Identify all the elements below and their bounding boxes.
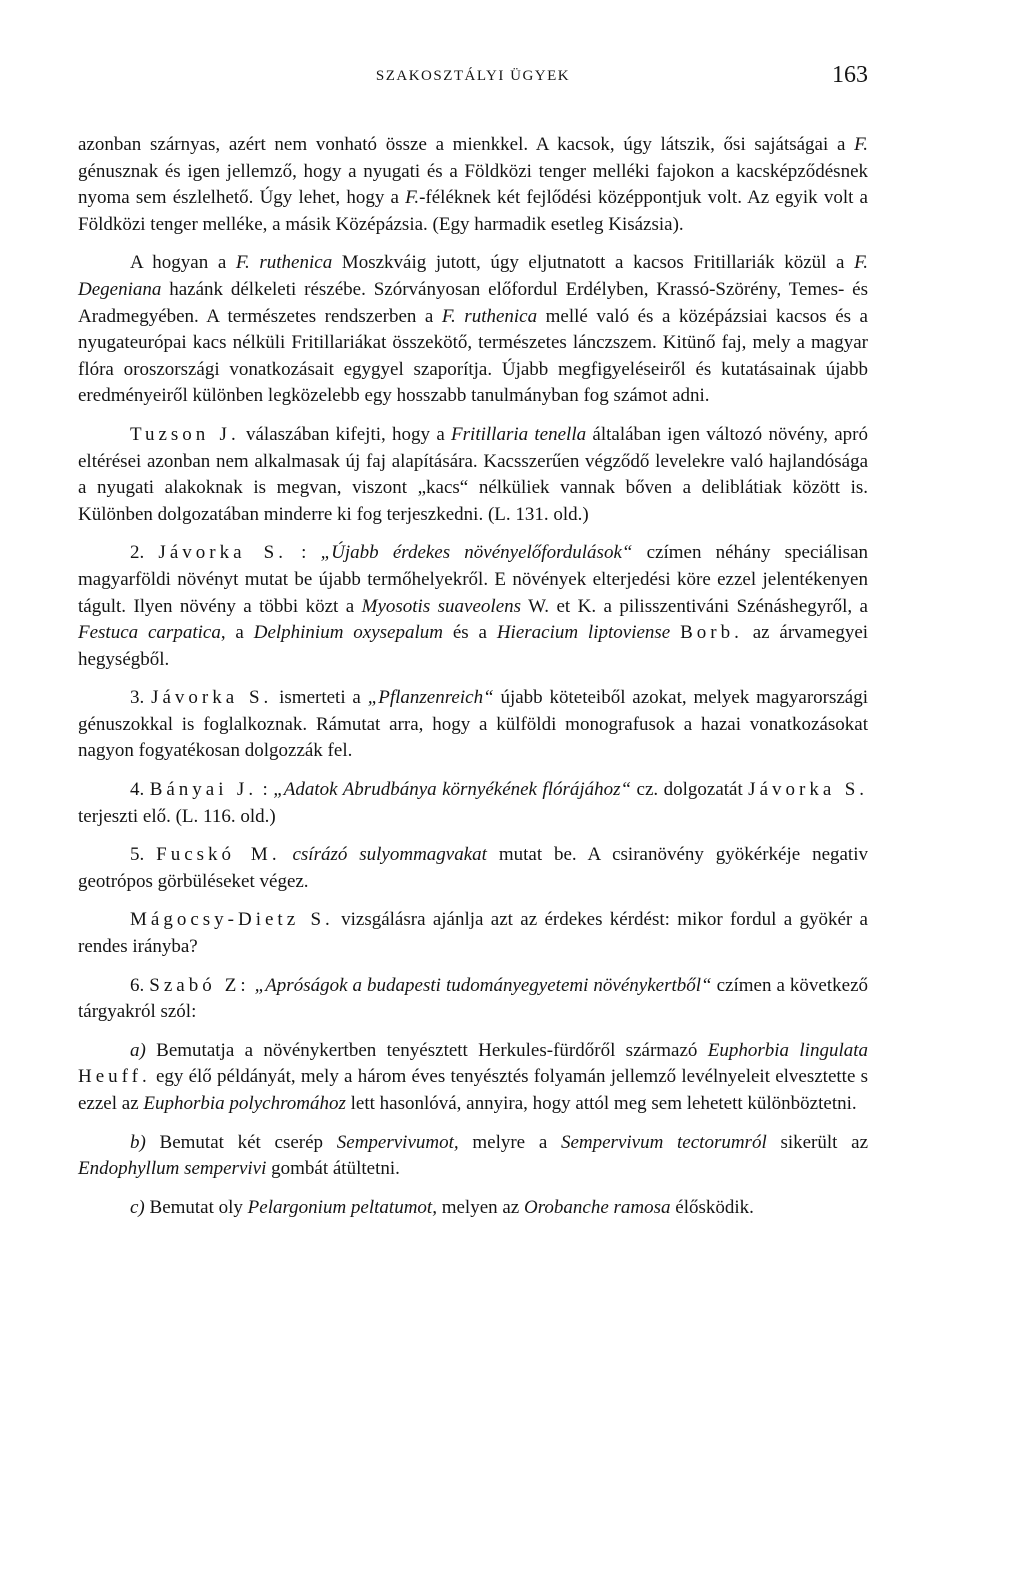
paragraph-1 xyxy=(78,132,868,238)
italic-run: Endophyllum sempervivi xyxy=(78,1158,267,1180)
item-number: 2. xyxy=(130,542,159,564)
author-name: Fucskó M. xyxy=(156,844,281,866)
text-run: : xyxy=(286,542,321,564)
item-number: 4. xyxy=(130,779,150,801)
paragraph-2 xyxy=(78,250,868,410)
italic-run: Euphorbia polychromához xyxy=(143,1093,346,1114)
italic-run: Fritillaria tenella xyxy=(451,423,587,445)
text-run: újabb köteteiből azokat, melyek magyarországi génuszokkal is foglalkoznak. Rámutat arra, hogy a külföldi monografusok a hazai vonatkozásokat nagyon fogyatékosan dolgozzák fel. xyxy=(78,687,869,762)
text-run: terjeszti elő. (L. 116. old.) xyxy=(78,805,276,827)
text-run: és a xyxy=(442,622,497,644)
text-run: válaszában kifejti, hogy a xyxy=(239,423,452,445)
text-run: : xyxy=(257,779,274,801)
text-run: sikerült az xyxy=(766,1131,869,1153)
item-number: 3. xyxy=(130,687,152,709)
text-run: egy élő példányát, mely a három éves tenyésztés folyamán jellemző levélnyeleit elvesztette s ezzel az xyxy=(78,1066,868,1114)
paragraph-11 xyxy=(78,1130,868,1183)
text-run: Bemutat oly xyxy=(144,1196,248,1218)
paragraph-6 xyxy=(78,777,868,830)
text-run: czímen néhány speciálisan magyarföldi növényt mutat be újabb termőhelyekről. E növények elterjedési köre ezzel jelentékenyen tágult. Ilyen növény a többi közt a xyxy=(78,542,869,617)
book-page xyxy=(78,62,868,1221)
text-run: cz. dolgozatát xyxy=(631,779,749,801)
text-run: vizsgálásra ajánlja azt az érdekes kérdést: mikor fordul a gyökér a rendes irányba? xyxy=(78,909,868,958)
italic-run: Euphorbia lingulata xyxy=(707,1039,868,1061)
italic-run: Myosotis suaveolens xyxy=(361,595,522,617)
text-run xyxy=(281,844,293,865)
italic-run: F. xyxy=(405,187,420,209)
text-run: az árvamegyei hegységből. xyxy=(78,622,869,670)
italic-run: F. ruthenica xyxy=(235,252,333,274)
italic-run: F. xyxy=(854,134,868,155)
item-number: 5. xyxy=(130,844,157,866)
author-name: Mágocsy-Dietz S. xyxy=(130,909,334,931)
item-label: a) xyxy=(130,1039,146,1061)
italic-run: „Adatok Abrudbánya környékének flórájához“ xyxy=(273,779,632,801)
text-run: génusznak és igen jellemző, hogy a nyugati és a Földközi tenger melléki fajokon a kacsképződésnek nyoma sem észlelhető. Úgy lehet, hogy a xyxy=(78,160,868,209)
text-run: mellé való és a középázsiai kacsos és a nyugateurópai kacs nélküli Fritillariákat összekötő, természetes lánczszem. Kitünő faj, mely a magyar flóra oroszországi vonatkozásait egygyel szaporítja. Újabb megfigyeléseiről és kutatásainak újabb eredményeiről különben legközelebb egy hosszabb tanulmányban fog számot adni. xyxy=(78,305,868,407)
italic-run: csírázó sulyommagvakat xyxy=(292,844,487,866)
italic-run: Festuca carpatica xyxy=(78,622,221,644)
text-run: élősködik. xyxy=(670,1196,754,1218)
text-run: melyen az xyxy=(436,1196,524,1218)
italic-run: „Apróságok a budapesti tudományegyetemi növénykertből“ xyxy=(254,974,712,996)
italic-run: „Újabb érdekes növényelőfordulások“ xyxy=(320,542,633,564)
italic-run: Sempervivumot, xyxy=(336,1131,459,1153)
italic-run: Orobanche ramosa xyxy=(524,1196,671,1218)
author-name: Jávorka S. xyxy=(158,542,287,564)
author-name: Heuff. xyxy=(78,1066,151,1088)
text-run: mutat be. A csiranövény gyökérkéje negativ geotrópos görbüléseket végez. xyxy=(78,844,868,892)
text-run: hazánk délkeleti részébe. Szórványosan előfordul Erdélyben, Krassó-Szörény, Temes- és Aradmegyében. A természetes rendszerben a xyxy=(78,278,868,327)
text-run: Bemutat két cserép xyxy=(145,1131,337,1153)
item-number: 6. xyxy=(130,974,150,996)
text-run: Moszkváig jutott, úgy eljutnatott a kacsos Fritillariák közül a xyxy=(332,252,855,274)
body-text xyxy=(78,132,868,1221)
italic-run: Hieracium liptoviense xyxy=(496,622,671,644)
text-run: melyre a xyxy=(458,1131,561,1153)
author-name: Jávorka S. xyxy=(151,687,273,709)
paragraph-7 xyxy=(78,842,868,895)
text-run: , a xyxy=(220,622,254,644)
italic-run: Pelargonium peltatumot, xyxy=(247,1196,437,1218)
italic-run: Sempervivum tectorumról xyxy=(560,1131,767,1153)
italic-run: Delphinium oxysepalum xyxy=(253,622,443,644)
page-header xyxy=(78,62,868,94)
author-name: Tuzson J. xyxy=(130,423,240,445)
author-name: Jávorka S. xyxy=(748,779,869,801)
paragraph-3 xyxy=(78,422,868,528)
running-head: SZAKOSZTÁLYI ÜGYEK xyxy=(375,68,571,84)
author-name: Szabó Z: xyxy=(149,974,250,996)
text-run: -féléknek két fejlődési középpontjuk volt. Az egyik volt a Földközi tenger melléke, a másik Középázsia. (Egy harmadik esetleg Kisázsia). xyxy=(78,187,868,235)
text-run: általában igen változó növény, apró eltérései azonban nem alkalmasak új faj alapítására. Kacsszerűen végződő levelekre való hajlandósága a nyugati alakoknak is megvan, viszont „kacs“ nélküliek vannak bőven a deliblátiak között is. Különben dolgozatában minderre ki fog terjeszkedni. (L. 131. old.) xyxy=(78,423,868,525)
text-run: azonban szárnyas, azért nem vonható össze a mienkkel. A kacsok, úgy látszik, ősi sajátságai a xyxy=(78,134,855,155)
text-run: ismerteti a xyxy=(272,687,368,709)
text-run: czímen a következő tárgyakról szól: xyxy=(78,974,868,1023)
paragraph-8 xyxy=(78,907,868,960)
paragraph-4 xyxy=(78,540,868,673)
text-run: W. et K. a pilisszentiváni Szénáshegyről, a xyxy=(521,595,868,617)
text-run: Bemutatja a növénykertben tenyésztett Herkules-fürdőről származó xyxy=(145,1039,708,1061)
italic-run: „Pflanzenreich“ xyxy=(367,687,494,709)
page-number: 163 xyxy=(832,62,868,88)
text-run: A hogyan a xyxy=(130,252,236,274)
text-run: lett hasonlóvá, annyira, hogy attól meg sem lehetett különböztetni. xyxy=(345,1093,857,1114)
text-run: gombát átültetni. xyxy=(266,1158,400,1180)
paragraph-10 xyxy=(78,1038,868,1118)
paragraph-9 xyxy=(78,973,868,1026)
paragraph-12 xyxy=(78,1195,868,1222)
text-run xyxy=(670,622,680,643)
italic-run: F. ruthenica xyxy=(441,305,538,327)
paragraph-5 xyxy=(78,685,868,765)
author-name: Borb. xyxy=(680,622,743,644)
item-label: b) xyxy=(130,1131,146,1153)
italic-run: F. Degeniana xyxy=(78,252,868,300)
item-label: c) xyxy=(130,1196,145,1218)
author-name: Bányai J. xyxy=(149,779,258,801)
